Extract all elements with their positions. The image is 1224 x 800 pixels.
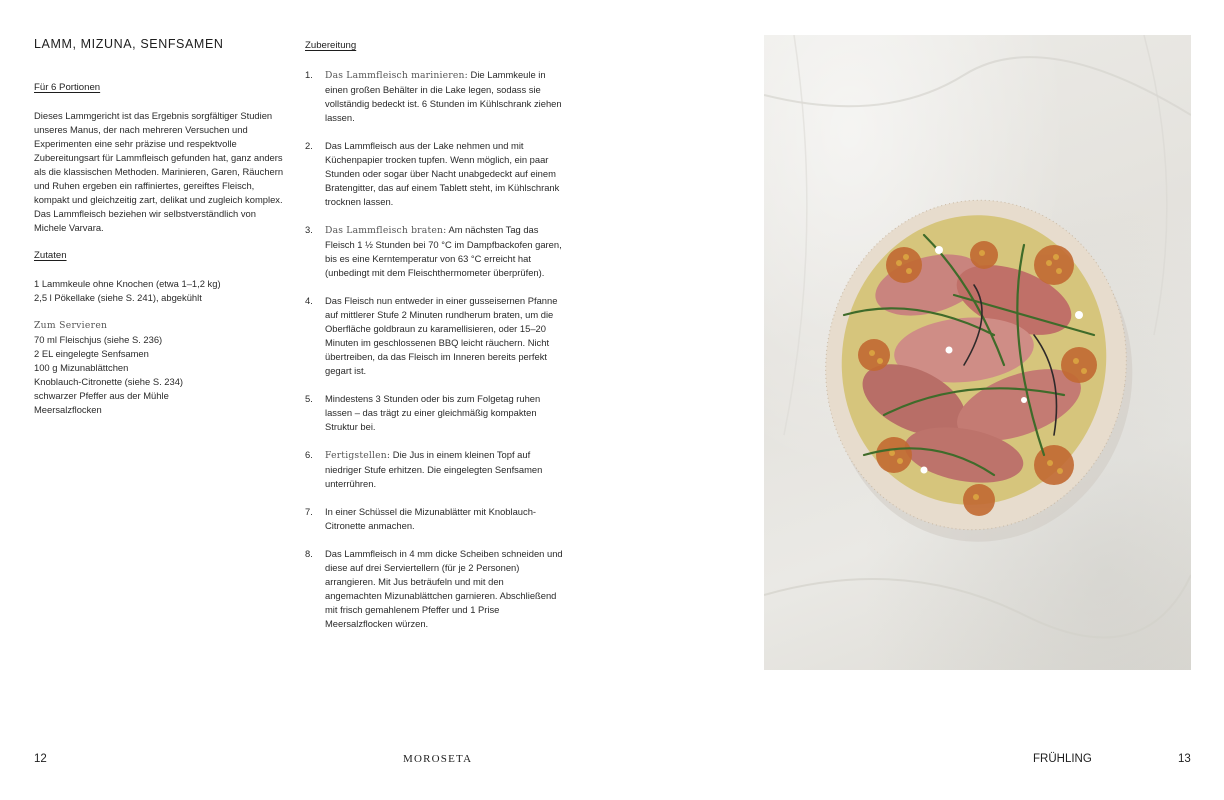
serving-item: Knoblauch-Citronette (siehe S. 234) xyxy=(34,376,184,387)
book-brand: MOROSETA xyxy=(403,753,473,765)
step-number: 4. xyxy=(305,295,313,306)
preparation-steps xyxy=(305,68,563,645)
step-number: 1. xyxy=(305,69,313,80)
step-item xyxy=(305,505,563,533)
preparation-heading: Zubereitung xyxy=(305,40,357,51)
left-page-number: 12 xyxy=(34,753,47,765)
serving-item: 70 ml Fleischjus (siehe S. 236) xyxy=(34,334,163,345)
dish-photo xyxy=(764,35,1191,670)
step-text: In einer Schüssel die Mizunablätter mit Knoblauch-Citronette anmachen. xyxy=(325,506,537,531)
step-number: 5. xyxy=(305,393,313,404)
step-item xyxy=(305,392,563,434)
portions-heading: Für 6 Portionen xyxy=(34,82,101,93)
serving-item: 2 EL eingelegte Senfsamen xyxy=(34,348,149,359)
step-item xyxy=(305,223,563,280)
step-text: Am nächsten Tag das Fleisch 1 ½ Stunden bei 70 °C im Dampfbackofen garen, bis es eine Kerntemperatur von 63 °C erreicht hat (unbedingt mit dem Fleischthermometer überprüfen). xyxy=(325,224,562,278)
step-keyword: Das Lammfleisch marinieren: xyxy=(325,70,468,81)
step-item xyxy=(305,68,563,125)
step-number: 6. xyxy=(305,449,313,460)
step-text: Das Fleisch nun entweder in einer gusseisernen Pfanne auf mittlerer Stufe 2 Minuten rundherum braten, um die Oberfläche goldbraun zu karamellisieren, oder 15–20 Minuten im geschlossenen BBQ leicht räuchern. Nicht übertreiben, da das Fleisch im Inneren bereits perfekt gegart ist. xyxy=(325,295,558,376)
recipe-intro: Dieses Lammgericht ist das Ergebnis sorgfältiger Studien unseres Manus, der nach mehreren Versuchen und Experimenten eine sehr präzise und respektvolle Zubereitungsart für Lammfleisch gefunden hat, ganz anders als die klassischen Methoden. Marinieren, Garen, Räuchern und Ruhen ergeben ein raffiniertes, gereiftes Fleisch, kompakt und gleichzeitig zart, delikat und zugleich komplex. Das Lammfleisch beziehen wir selbstverständlich von Michele Varvara. xyxy=(34,110,284,233)
ingredients-list xyxy=(34,277,284,305)
step-text: Das Lammfleisch aus der Lake nehmen und mit Küchenpapier trocken tupfen. Wenn möglich, ein paar Stunden oder sogar über Nacht unabgedeckt auf einem Bratengitter, das auf einem Tablett steht, im Kühlschrank trocknen lassen. xyxy=(325,140,560,207)
step-text: Die Lammkeule in einen großen Behälter in die Lake legen, sodass sie vollständig bedeckt ist. 6 Stunden im Kühlschrank ziehen lassen. xyxy=(325,69,562,123)
serving-list xyxy=(34,333,284,417)
step-text: Die Jus in einem kleinen Topf auf niedriger Stufe erhitzen. Die eingelegten Senfsamen unterrühren. xyxy=(325,449,543,489)
ingredient-item: 1 Lammkeule ohne Knochen (etwa 1–1,2 kg) xyxy=(34,278,221,289)
serving-item: schwarzer Pfeffer aus der Mühle xyxy=(34,390,169,401)
serving-heading: Zum Servieren xyxy=(34,320,108,331)
right-page xyxy=(612,0,1224,800)
step-text: Das Lammfleisch in 4 mm dicke Scheiben schneiden und diese auf drei Serviertellern (für je 2 Personen) arrangieren. Mit Jus beträufeln und mit den angemachten Mizunablättchen garnieren. Abschließend mit frisch gemahlenem Pfeffer und 1 Prise Meersalzflocken würzen. xyxy=(325,548,563,629)
step-number: 3. xyxy=(305,224,313,235)
step-item xyxy=(305,448,563,491)
recipe-title: LAMM, MIZUNA, SENFSAMEN xyxy=(34,37,224,51)
step-keyword: Fertigstellen: xyxy=(325,450,391,461)
step-number: 8. xyxy=(305,548,313,559)
step-item xyxy=(305,547,563,631)
right-page-number: 13 xyxy=(1178,753,1191,765)
section-name: FRÜHLING xyxy=(1033,753,1092,765)
dish-illustration xyxy=(764,35,1191,670)
step-item xyxy=(305,139,563,209)
ingredient-item: 2,5 l Pökellake (siehe S. 241), abgekühlt xyxy=(34,292,202,303)
step-number: 2. xyxy=(305,140,313,151)
ingredients-heading: Zutaten xyxy=(34,250,67,261)
step-number: 7. xyxy=(305,506,313,517)
serving-item: 100 g Mizunablättchen xyxy=(34,362,129,373)
step-text: Mindestens 3 Stunden oder bis zum Folgetag ruhen lassen – das trägt zu einer gleichmäßig kompakten Struktur bei. xyxy=(325,393,541,432)
step-item xyxy=(305,294,563,378)
step-keyword: Das Lammfleisch braten: xyxy=(325,225,447,236)
serving-item: Meersalzflocken xyxy=(34,404,102,415)
